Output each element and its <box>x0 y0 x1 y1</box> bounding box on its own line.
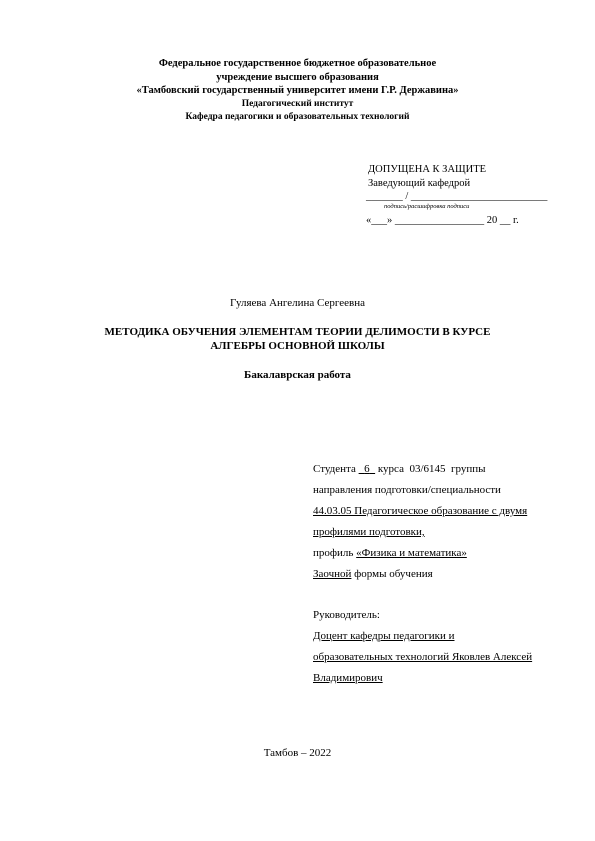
supervisor-label: Руководитель: <box>313 609 380 621</box>
student-course: 6 <box>364 463 370 475</box>
approval-title: ДОПУЩЕНА К ЗАЩИТЕ <box>368 164 487 175</box>
direction-line-2: профилями подготовки, <box>313 526 425 538</box>
supervisor-line-3: Владимирович <box>313 672 383 684</box>
author-name: Гуляева Ангелина Сергеевна <box>230 297 365 309</box>
header-line-4: Педагогический институт <box>241 98 354 109</box>
institution-header <box>0 57 595 125</box>
student-group: 03/6145 <box>409 463 446 475</box>
direction-label: направления подготовки/специальности <box>313 484 501 496</box>
approval-block <box>368 163 547 228</box>
approval-sign-caption: подпись/расшифровка подписи <box>384 203 470 210</box>
student-group-word: группы <box>451 463 486 475</box>
header-line-2: учреждение высшего образования <box>216 71 379 83</box>
study-form-label: формы обучения <box>354 568 433 580</box>
thesis-title-line-2: АЛГЕБРЫ ОСНОВНОЙ ШКОЛЫ <box>210 340 385 352</box>
approval-sign-line: _______ / __________________________ <box>366 191 548 202</box>
study-form-line <box>313 568 433 580</box>
city-year: Тамбов – 2022 <box>263 747 332 759</box>
supervisor-line-2: образовательных технологий Яковлев Алексей <box>313 651 533 663</box>
direction-line-1: 44.03.05 Педагогическое образование с двумя <box>313 505 528 517</box>
study-form: Заочной <box>313 568 352 580</box>
student-course-group <box>313 463 486 475</box>
thesis-title <box>0 325 595 353</box>
header-line-1: Федеральное государственное бюджетное образовательное <box>158 58 437 69</box>
profile-line <box>313 547 467 559</box>
student-course-word: курса <box>377 463 404 475</box>
header-line-5: Кафедра педагогики и образовательных технологий <box>185 112 410 122</box>
profile-label: профиль <box>313 547 354 559</box>
approval-head: Заведующий кафедрой <box>368 178 471 189</box>
profile-value: «Физика и математика» <box>356 547 467 559</box>
student-prefix: Студента <box>313 463 356 475</box>
work-type: Бакалаврская работа <box>244 369 351 381</box>
thesis-title-line-1: МЕТОДИКА ОБУЧЕНИЯ ЭЛЕМЕНТАМ ТЕОРИИ ДЕЛИМОСТИ В КУРСЕ <box>104 326 491 338</box>
supervisor-line-1: Доцент кафедры педагогики и <box>313 630 455 642</box>
approval-date-line: «___» _________________ 20 __ г. <box>366 215 519 226</box>
header-line-3: «Тамбовский государственный университет имени Г.Р. Державина» <box>136 85 459 96</box>
